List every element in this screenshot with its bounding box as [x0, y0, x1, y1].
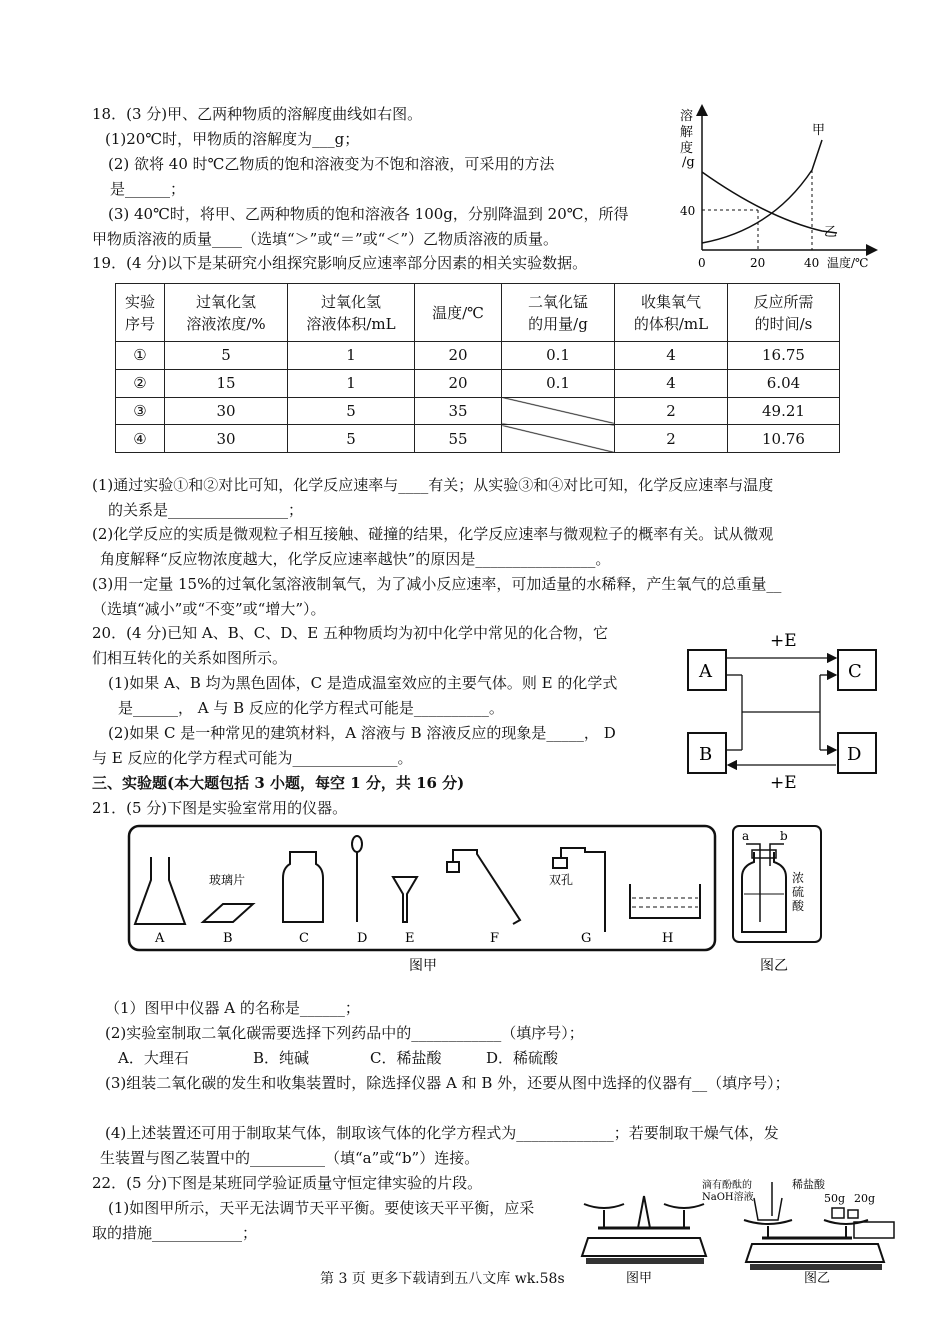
q19-line1: 19．(4 分)以下是某研究小组探究影响反应速率部分因素的相关实验数据。	[92, 254, 588, 272]
q22-line3: 取的措施____________；	[92, 1224, 258, 1242]
balance-jia-icon	[582, 1196, 706, 1264]
curve-yi	[702, 172, 837, 233]
table-header-2: 过氧化氢 溶液浓度/%	[165, 284, 288, 342]
q19-p1a: (1)通过实验①和②对比可知，化学反应速率与____有关；从实验③和④对比可知，化学反应速率与温度	[92, 476, 774, 494]
q18-line4: 是______；	[110, 180, 186, 198]
double-hole-stopper-icon	[553, 858, 567, 868]
glass-plate-icon	[203, 904, 253, 922]
q20-line4: 是______， A 与 B 反应的化学方程式可能是__________。	[118, 699, 504, 717]
table-row: ④ 30 5 55 2 10.76	[116, 425, 840, 453]
graph-ylabel-3: 度	[680, 141, 694, 156]
weight-20g-label: 20g	[854, 1192, 876, 1205]
graph-ylabel-4: /g	[682, 155, 695, 170]
apparatus-letter-f: F	[490, 931, 500, 946]
double-hole-label: 双孔	[549, 873, 574, 887]
graph-tick-40: 40	[680, 204, 696, 218]
q21-sub2: (2)实验室制取二氧化碳需要选择下列药品中的____________（填序号）；	[105, 1024, 584, 1042]
q20-line5: (2)如果 C 是一种常见的建筑材料，A 溶液与 B 溶液反应的现象是_____， D	[108, 724, 616, 742]
stopper-f-icon	[447, 862, 459, 872]
q21-sub1: （1）图甲中仪器 A 的名称是______；	[105, 999, 360, 1017]
graph-xlabel: 温度/℃	[827, 256, 869, 270]
page-footer: 第 3 页 更多下载请到五八文库 wk.58s	[320, 1271, 565, 1287]
apparatus-letter-e: E	[405, 931, 415, 946]
experiment-table	[115, 283, 840, 453]
q18-line3: (2) 欲将 40 时℃乙物质的饱和溶液变为不饱和溶液，可采用的方法	[108, 155, 555, 173]
label-c: C	[848, 661, 862, 682]
water-trough-icon	[630, 884, 700, 918]
q19-p3a: (3)用一定量 15%的过氧化氢溶液制氧气，为了减小反应速率，可加适量的水稀释，产生氧气的总重量__	[92, 575, 782, 593]
label-a: A	[699, 661, 712, 682]
q21-line1: 21．(5 分)下图是实验室常用的仪器。	[92, 799, 348, 817]
balance-jia-caption: 图甲	[626, 1271, 653, 1286]
q19-p3b: （选填“减小”或“不变”或“增大”）。	[92, 600, 326, 618]
conversion-diagram	[680, 630, 880, 790]
port-b-label: b	[780, 829, 788, 843]
weight-50g-label: 50g	[824, 1192, 846, 1205]
figure-frame	[129, 826, 715, 950]
figure-yi-caption: 图乙	[760, 958, 788, 974]
q22-line2: (1)如图甲所示，天平无法调节天平平衡。要使该天平平衡，应采	[108, 1199, 535, 1217]
q18-line5: (3) 40℃时，将甲、乙两种物质的饱和溶液各 100g，分别降温到 20℃，所得	[108, 205, 629, 223]
table-header-6: 收集氧气 的体积/mL	[615, 284, 728, 342]
graph-tick-x40: 40	[804, 256, 820, 270]
q22-line1: 22．(5 分)下图是某班同学验证质量守恒定律实验的片段。	[92, 1174, 483, 1192]
graph-ylabel-2: 解	[680, 125, 694, 140]
apparatus-letter-b: B	[223, 931, 233, 946]
q20-line3: (1)如果 A、B 均为黑色固体，C 是造成温室效应的主要气体。则 E 的化学式	[108, 674, 618, 692]
q20-line6: 与 E 反应的化学方程式可能为______________。	[92, 749, 413, 767]
acid-label-3: 酸	[792, 899, 805, 913]
q20-line1: 20．(4 分)已知 A、B、C、D、E 五种物质均为初中化学中常见的化合物，它	[92, 624, 608, 642]
funnel-icon	[393, 877, 417, 922]
q21-sub4b: 生装置与图乙装置中的__________（填“a”或“b”）连接。	[100, 1149, 480, 1167]
apparatus-figure-yi	[730, 822, 825, 977]
q19-p2b: 角度解释“反应物浓度越大，化学反应速率越快”的原因是________________。	[100, 550, 611, 568]
label-bottom-e: +E	[770, 773, 797, 790]
balance-yi-icon	[702, 1178, 894, 1270]
figure-jia-caption: 图甲	[409, 958, 437, 974]
conical-flask-icon	[135, 857, 185, 924]
table-header-4: 温度/℃	[415, 284, 502, 342]
apparatus-letter-c: C	[299, 931, 309, 946]
label-top-e: +E	[770, 631, 797, 651]
q18-line2: (1)20℃时，甲物质的溶解度为___g；	[105, 130, 360, 148]
q18-line1: 18．(3 分)甲、乙两种物质的溶解度曲线如右图。	[92, 105, 423, 123]
q21-option-b: B．纯碱	[253, 1049, 310, 1067]
hcl-label: 稀盐酸	[792, 1178, 825, 1191]
section-3-title: 三、实验题(本大题包括 3 小题，每空 1 分，共 16 分)	[92, 774, 465, 792]
apparatus-letter-d: D	[357, 931, 368, 946]
q21-option-a: A．大理石	[118, 1049, 189, 1067]
balance-yi-caption: 图乙	[804, 1271, 831, 1286]
table-header-5: 二氧化锰 的用量/g	[502, 284, 615, 342]
graph-tick-20: 20	[750, 256, 766, 270]
q21-option-c: C．稀盐酸	[370, 1049, 442, 1067]
table-row: ② 15 1 20 0.1 4 6.04	[116, 369, 840, 397]
table-row: ① 5 1 20 0.1 4 16.75	[116, 342, 840, 370]
graph-label-yi: 乙	[824, 225, 838, 240]
graph-tick-0: 0	[698, 256, 706, 270]
apparatus-letter-g: G	[581, 931, 592, 946]
table-header-7: 反应所需 的时间/s	[728, 284, 840, 342]
gas-washing-bottle-icon	[742, 852, 786, 932]
graph-ylabel-1: 溶	[680, 109, 694, 124]
q21-sub3: (3)组装二氧化碳的发生和收集装置时，除选择仪器 A 和 B 外，还要从图中选择的仪器有__（填序号）；	[105, 1074, 790, 1092]
q18-line6: 甲物质溶液的质量____（选填“＞”或“＝”或“＜”）乙物质溶液的质量。	[92, 230, 559, 248]
reagent-bottle-icon	[283, 852, 323, 922]
balance-figures	[578, 1178, 900, 1290]
apparatus-figure-jia	[125, 822, 720, 977]
q19-p1b: 的关系是________________；	[108, 501, 304, 519]
graph-label-jia: 甲	[812, 123, 826, 138]
table-header-3: 过氧化氢 溶液体积/mL	[288, 284, 415, 342]
q21-option-d: D．稀硫酸	[486, 1049, 559, 1067]
table-row: ③ 30 5 35 2 49.21	[116, 397, 840, 425]
port-a-label: a	[742, 829, 750, 843]
q20-line2: 们相互转化的关系如图所示。	[92, 649, 288, 667]
label-d: D	[847, 744, 862, 765]
curve-jia	[702, 140, 822, 243]
q19-p2a: (2)化学反应的实质是微观粒子相互接触、碰撞的结果，化学反应速率与微观粒子的概率有关。试从微观	[92, 525, 774, 543]
bent-tube-icon	[453, 850, 520, 924]
acid-label-2: 硫	[792, 885, 805, 899]
table-header-1: 实验 序号	[116, 284, 165, 342]
dropper-icon	[352, 836, 362, 852]
label-b: B	[699, 744, 713, 765]
solubility-graph	[672, 100, 882, 275]
naoh-label-1: 滴有酚酞的	[702, 1180, 752, 1191]
apparatus-letter-a: A	[155, 931, 165, 946]
apparatus-letter-h: H	[662, 931, 674, 946]
naoh-label-2: NaOH溶液	[702, 1192, 754, 1203]
table-cell-crossed	[502, 425, 615, 453]
acid-label-1: 浓	[792, 871, 805, 885]
q21-sub4a: (4)上述装置还可用于制取某气体，制取该气体的化学方程式为_____________；若要制取干燥气体，发	[105, 1124, 779, 1142]
glass-plate-label: 玻璃片	[209, 873, 246, 887]
table-cell-crossed	[502, 397, 615, 425]
